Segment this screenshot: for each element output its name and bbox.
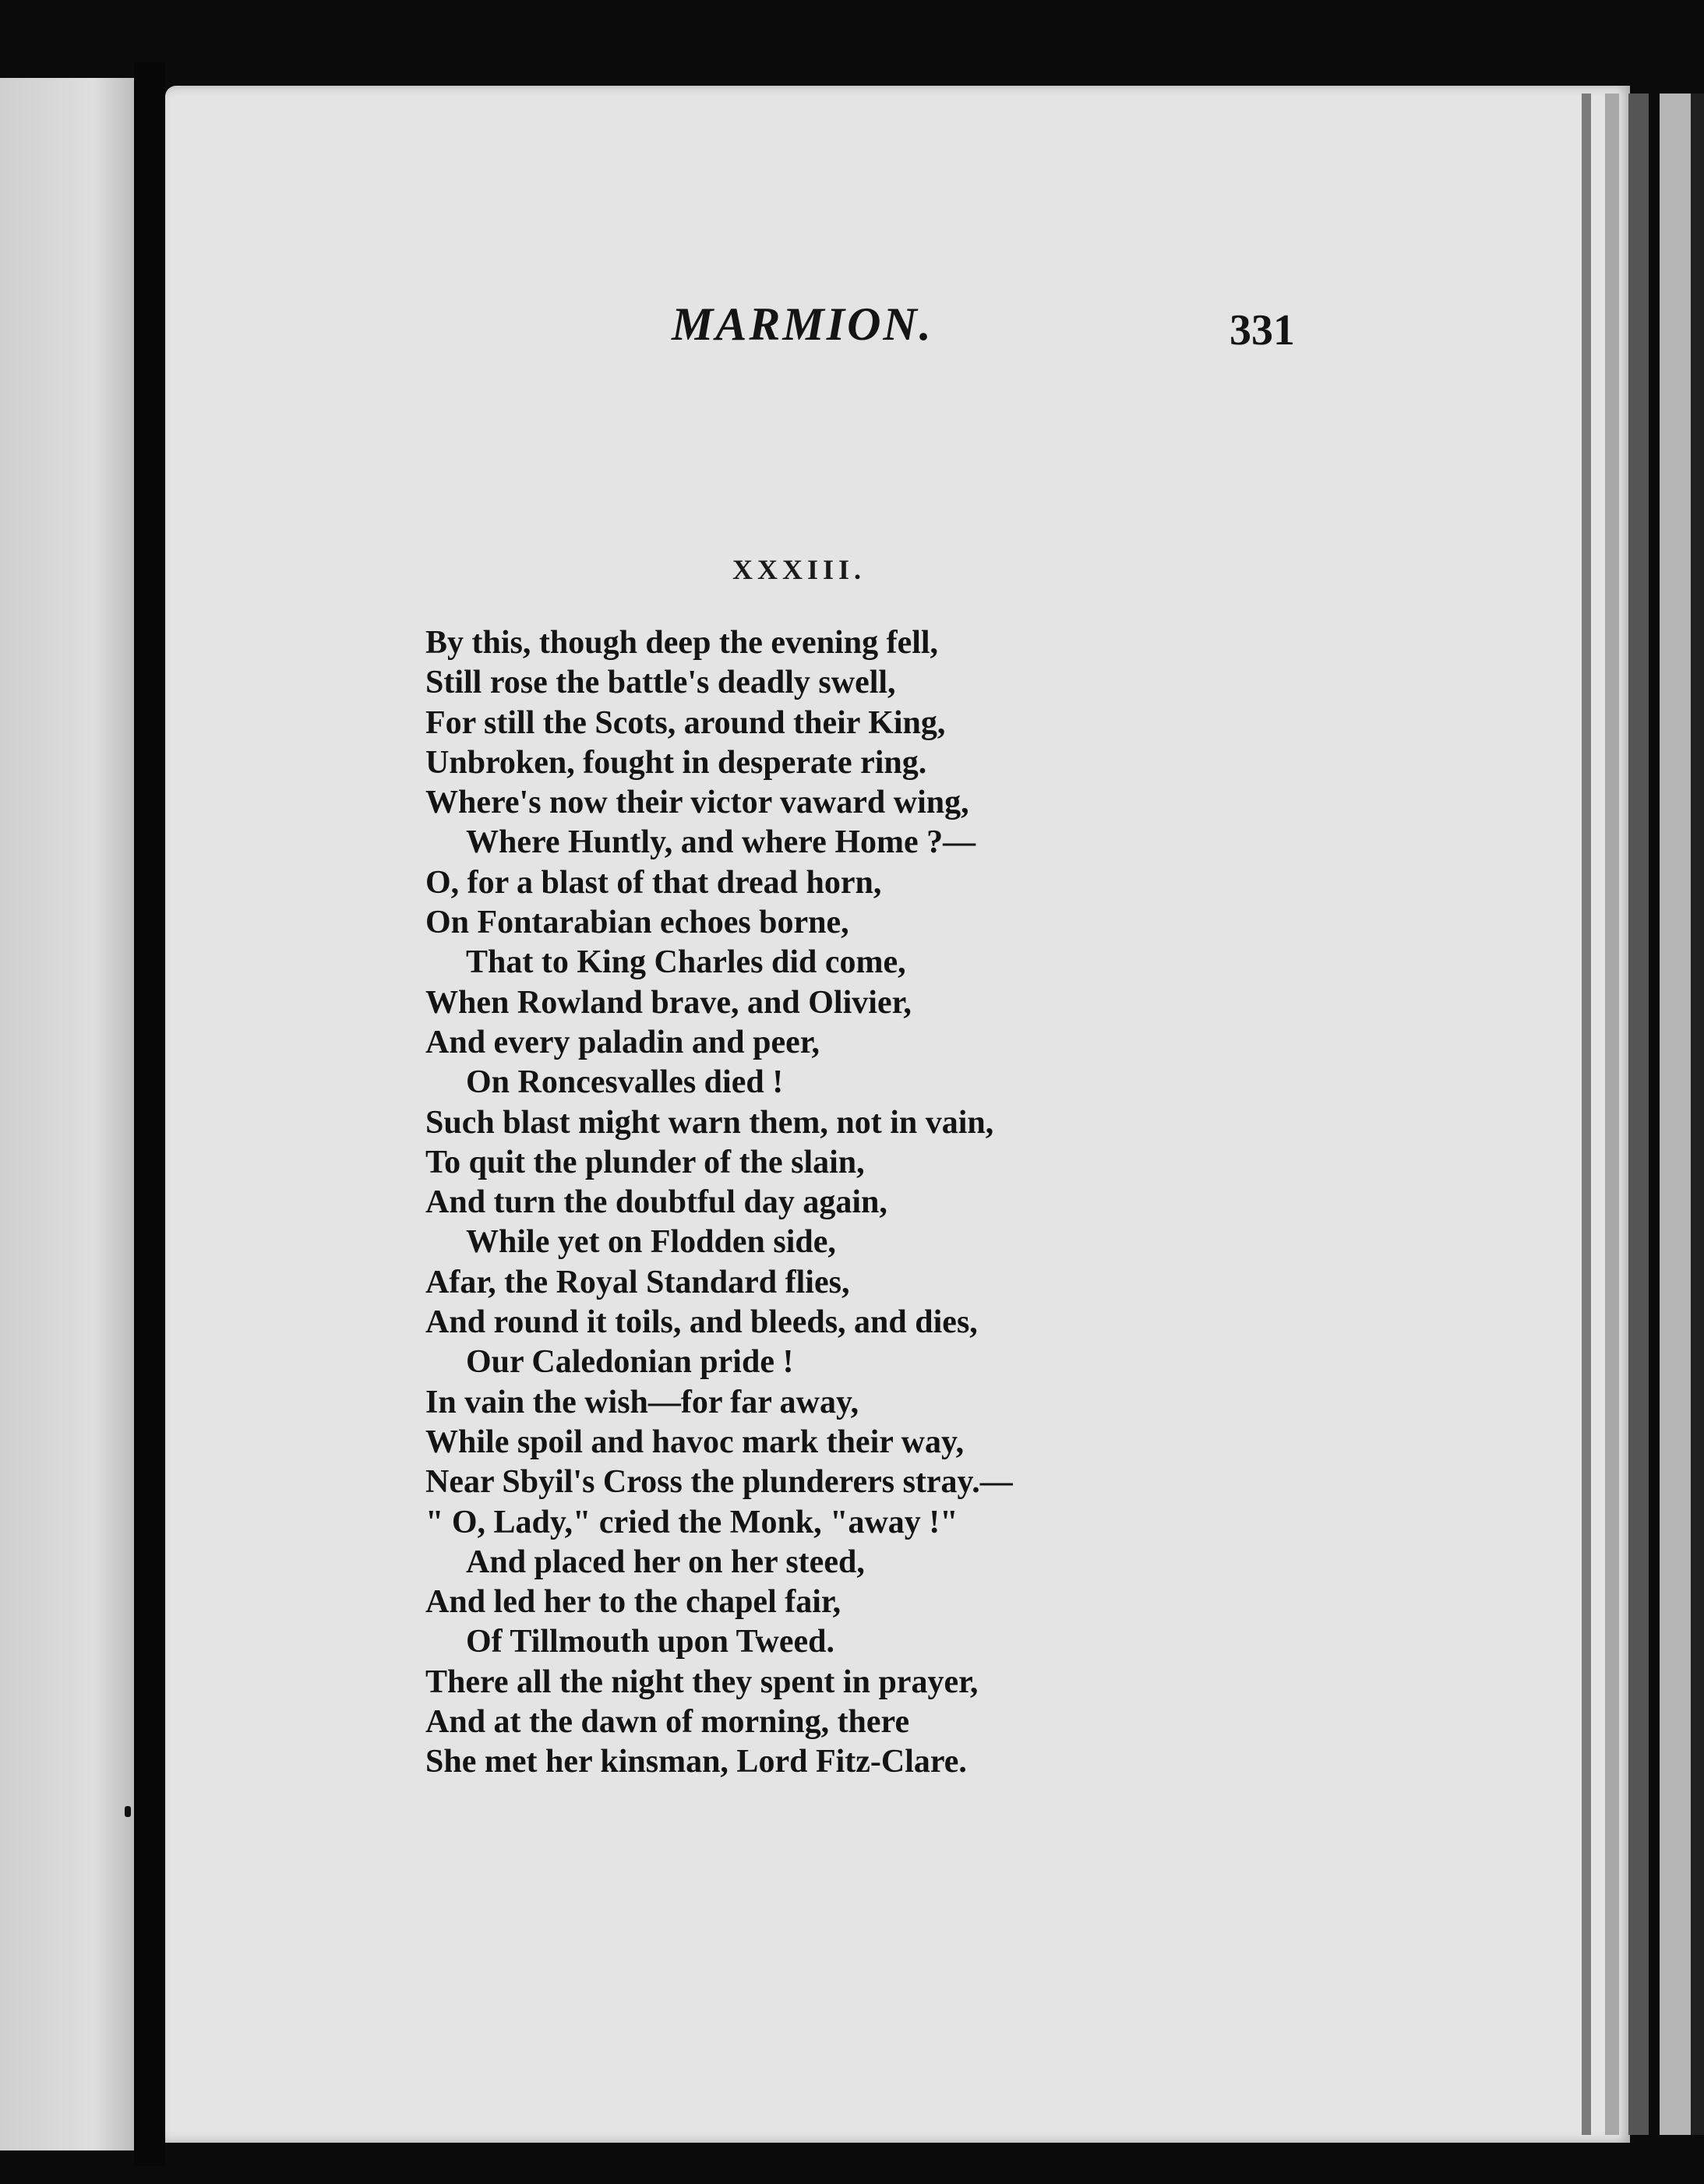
poem-line: Of Tillmouth upon Tweed. [466,1624,835,1660]
poem-line: Unbroken, fought in desperate ring. [425,744,927,781]
poem-line: On Roncesvalles died ! [466,1064,784,1101]
poem-line: And turn the doubtful day again, [425,1184,887,1221]
page-edge [1691,93,1704,2135]
poem-line: There all the night they spent in prayer, [425,1664,979,1700]
poem-line: Our Caledonian pride ! [466,1344,794,1381]
running-header-title: MARMION. [672,298,933,350]
poem-line: That to King Charles did come, [466,944,906,981]
poem-line: Such blast might warn them, not in vain, [425,1104,994,1141]
facing-page-edge [0,78,134,2150]
poem-line: By this, though deep the evening fell, [425,625,939,661]
poem-line: Afar, the Royal Standard flies, [425,1264,850,1300]
stanza-number: XXXIII. [732,554,866,585]
poem-line: Still rose the battle's deadly swell, [425,665,896,701]
poem-line: When Rowland brave, and Olivier, [425,984,912,1021]
page-edge [1628,93,1649,2135]
page-number: 331 [1229,306,1295,355]
poem-line: To quit the plunder of the slain, [425,1144,865,1180]
poem-stanza [425,623,1013,1783]
poem-line: Where Huntly, and where Home ?— [466,824,976,861]
poem-line: While yet on Flodden side, [466,1224,836,1261]
page-edge [1660,93,1691,2135]
ink-speck [125,1806,131,1817]
poem-line: And at the dawn of morning, there [425,1704,910,1741]
poem-line: Where's now their victor vaward wing, [425,785,969,821]
poem-line: Near Sbyil's Cross the plunderers stray.— [425,1464,1013,1501]
poem-line: On Fontarabian echoes borne, [425,905,849,941]
poem-line: And placed her on her steed, [466,1544,865,1580]
poem-line: And round it toils, and bleeds, and dies, [425,1304,978,1341]
poem-line: And every paladin and peer, [425,1024,820,1060]
page-edge [1582,93,1591,2135]
page-edge [1605,93,1619,2135]
poem-line: For still the Scots, around their King, [425,704,946,741]
poem-line: While spoil and havoc mark their way, [425,1424,965,1460]
book-gutter [134,62,165,2166]
poem-line: O, for a blast of that dread horn, [425,864,882,901]
poem-line: And led her to the chapel fair, [425,1584,841,1621]
poem-line: " O, Lady," cried the Monk, "away !" [425,1504,958,1540]
poem-line: She met her kinsman, Lord Fitz-Clare. [425,1744,967,1780]
poem-line: In vain the wish—for far away, [425,1384,859,1420]
